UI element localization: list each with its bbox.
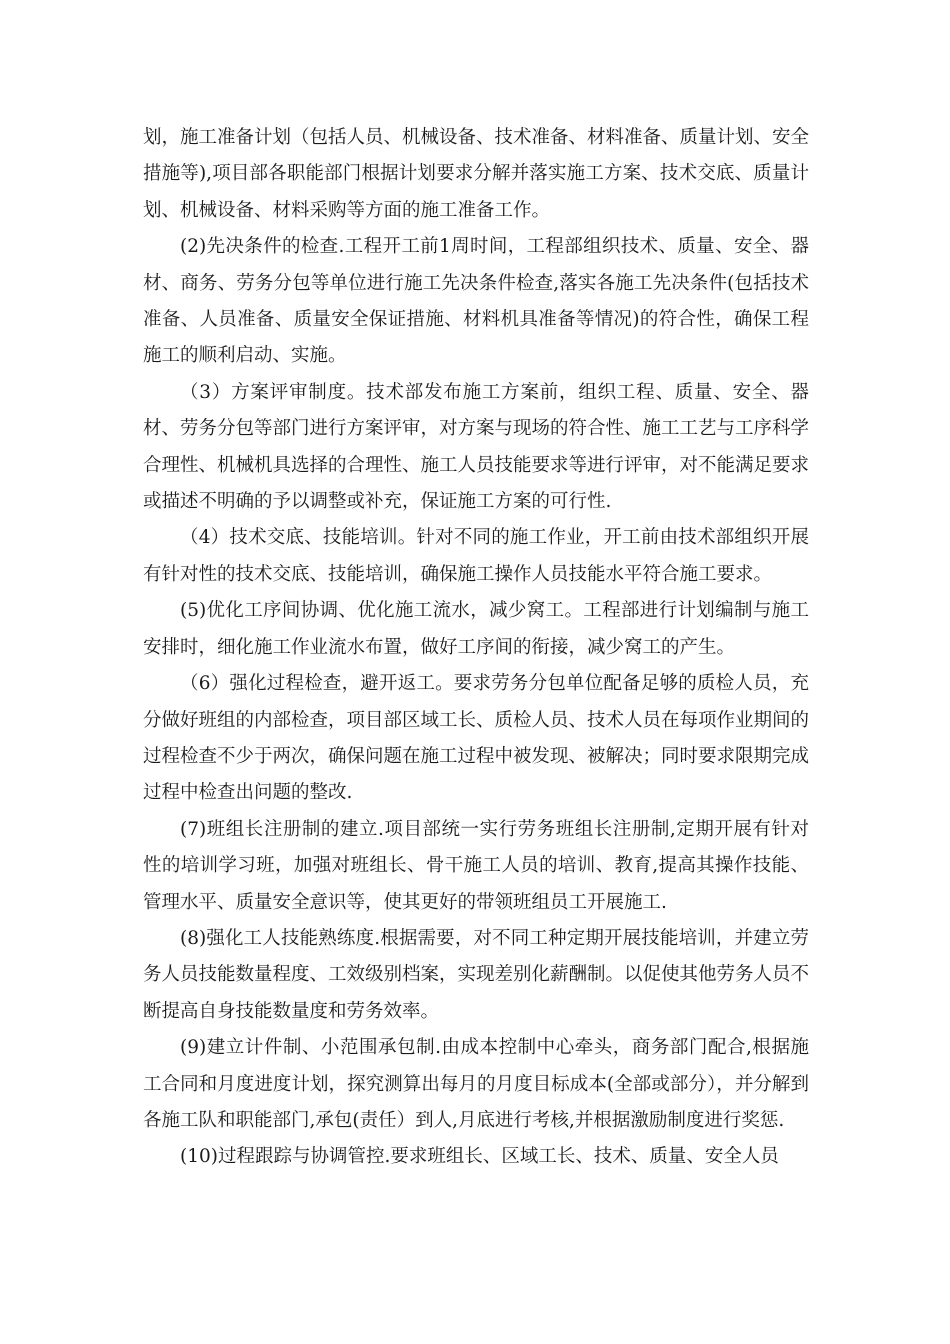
paragraph-item-10: (10)过程跟踪与协调管控.要求班组长、区域工长、技术、质量、安全人员 (180, 1146, 779, 1168)
document-body (143, 120, 809, 1176)
paragraph-item-4: （4）技术交底、技能培训。针对不同的施工作业，开工前由技术部组织开展有针对性的技术交底、技能培训，确保施工操作人员技能水平符合施工要求。 (143, 527, 809, 585)
paragraph-item-2: (2)先决条件的检查.工程开工前1周时间，工程部组织技术、质量、安全、器材、商务、劳务分包等单位进行施工先决条件检查,落实各施工先决条件(包括技术准备、人员准备、质量安全保证措施、材料机具准备等情况)的符合性，确保工程施工的顺利启动、实施。 (143, 236, 809, 367)
paragraph-continuation: 划，施工准备计划（包括人员、机械设备、技术准备、材料准备、质量计划、安全措施等),项目部各职能部门根据计划要求分解并落实施工方案、技术交底、质量计划、机械设备、材料采购等方面的施工准备工作。 (143, 127, 810, 221)
paragraph-item-9: (9)建立计件制、小范围承包制.由成本控制中心牵头，商务部门配合,根据施工合同和月度进度计划，探究测算出每月的月度目标成本(全部或部分），并分解到各施工队和职能部门,承包(责任）到人,月底进行考核,并根据激励制度进行奖惩. (143, 1037, 809, 1131)
paragraph-item-6: （6）强化过程检查，避开返工。要求劳务分包单位配备足够的质检人员，充分做好班组的内部检查，项目部区域工长、质检人员、技术人员在每项作业期间的过程检查不少于两次，确保问题在施工过程中被发现、被解决；同时要求限期完成过程中检查出问题的整改. (143, 673, 810, 804)
paragraph-item-8: (8)强化工人技能熟练度.根据需要，对不同工种定期开展技能培训，并建立劳务人员技能数量程度、工效级别档案，实现差别化薪酬制。以促使其他劳务人员不断提高自身技能数量度和劳务效率。 (143, 927, 810, 1022)
paragraph-item-7: (7)班组长注册制的建立.项目部统一实行劳务班组长注册制,定期开展有针对性的培训学习班，加强对班组长、骨干施工人员的培训、教育,提高其操作技能、管理水平、质量安全意识等，使其更好的带领班组员工开展施工. (143, 818, 809, 913)
paragraph-item-5: (5)优化工序间协调、优化施工流水，减少窝工。工程部进行计划编制与施工安排时，细化施工作业流水布置，做好工序间的衔接，减少窝工的产生。 (143, 600, 809, 658)
paragraph-item-3: （3）方案评审制度。技术部发布施工方案前，组织工程、质量、安全、器材、劳务分包等部门进行方案评审，对方案与现场的符合性、施工工艺与工序科学合理性、机械机具选择的合理性、施工人员技能要求等进行评审，对不能满足要求或描述不明确的予以调整或补充，保证施工方案的可行性. (143, 381, 810, 513)
